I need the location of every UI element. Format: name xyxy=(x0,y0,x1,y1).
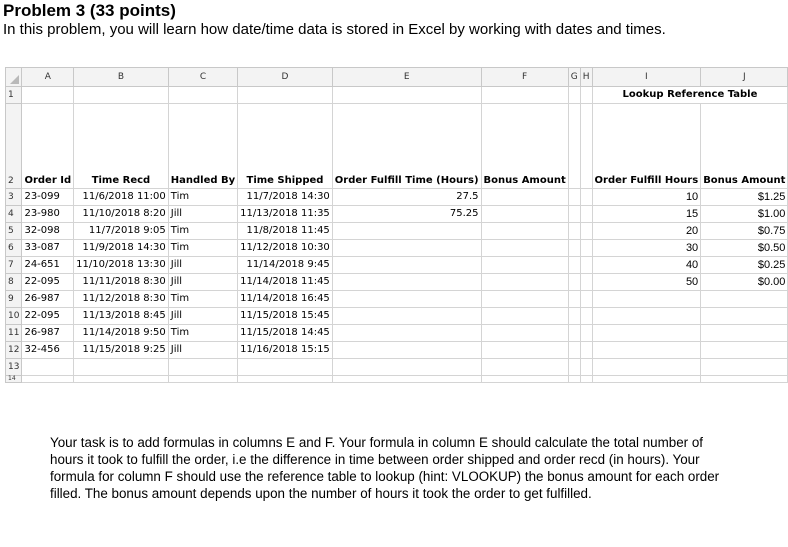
lookup-bonus-cell[interactable]: $0.75 xyxy=(701,223,788,240)
lookup-hours-cell[interactable]: 50 xyxy=(592,274,701,291)
lookup-header-hours[interactable]: Order Fulfill Hours xyxy=(592,104,701,189)
time-shipped-cell[interactable]: 11/14/2018 11:45 xyxy=(238,274,333,291)
cell-j12[interactable] xyxy=(701,342,788,359)
handled-by-cell[interactable]: Tim xyxy=(168,291,237,308)
column-header-j[interactable]: J xyxy=(701,68,788,87)
time-shipped-cell[interactable]: 11/13/2018 11:35 xyxy=(238,206,333,223)
table-row xyxy=(6,342,788,359)
cell-g14[interactable] xyxy=(568,376,580,383)
row-header-3[interactable]: 3 xyxy=(6,189,22,206)
table-row xyxy=(6,257,788,274)
time-recd-cell[interactable]: 11/10/2018 13:30 xyxy=(74,257,169,274)
cell-h10[interactable] xyxy=(580,308,592,325)
lookup-bonus-cell[interactable]: $0.00 xyxy=(701,274,788,291)
order-id-cell[interactable]: 32-098 xyxy=(22,223,74,240)
order-id-cell[interactable]: 22-095 xyxy=(22,274,74,291)
cell-g2[interactable] xyxy=(568,104,580,189)
lookup-bonus-cell[interactable]: $1.25 xyxy=(701,189,788,206)
lookup-hours-cell[interactable]: 30 xyxy=(592,240,701,257)
cell-g6[interactable] xyxy=(568,240,580,257)
table-row xyxy=(6,359,788,376)
cell-g12[interactable] xyxy=(568,342,580,359)
cell-e13[interactable] xyxy=(332,359,481,376)
cell-c13[interactable] xyxy=(168,359,237,376)
fulfill-hours-cell[interactable] xyxy=(332,308,481,325)
lookup-bonus-cell[interactable]: $1.00 xyxy=(701,206,788,223)
row-header-13[interactable]: 13 xyxy=(6,359,22,376)
time-shipped-cell[interactable]: 11/14/2018 9:45 xyxy=(238,257,333,274)
table-row xyxy=(6,274,788,291)
time-shipped-cell[interactable]: 11/15/2018 15:45 xyxy=(238,308,333,325)
cell-f1[interactable] xyxy=(481,87,568,104)
row-header-11[interactable]: 11 xyxy=(6,325,22,342)
bonus-amount-cell[interactable] xyxy=(481,291,568,308)
cell-a14[interactable] xyxy=(22,376,74,383)
column-header-a[interactable]: A xyxy=(22,68,74,87)
row-header-6[interactable]: 6 xyxy=(6,240,22,257)
cell-g7[interactable] xyxy=(568,257,580,274)
cell-d1[interactable] xyxy=(238,87,333,104)
problem-intro: In this problem, you will learn how date/time data is stored in Excel by working with dates and times. xyxy=(3,21,666,38)
table-row xyxy=(6,189,788,206)
cell-h13[interactable] xyxy=(580,359,592,376)
handled-by-cell[interactable]: Jill xyxy=(168,274,237,291)
bonus-amount-cell[interactable] xyxy=(481,223,568,240)
column-header-d[interactable]: D xyxy=(238,68,333,87)
time-shipped-cell[interactable]: 11/16/2018 15:15 xyxy=(238,342,333,359)
lookup-table-title[interactable]: Lookup Reference Table xyxy=(592,87,788,104)
cell-g9[interactable] xyxy=(568,291,580,308)
task-instructions: Your task is to add formulas in columns E and F. Your formula in column E should calculate the total number of hours it took to fulfill the order, i.e the difference in time between order shipped and order recd (in hours). Your formula for column F should use the reference table to lookup (hint: VLOOKUP) the bonus amount for each order filled. The bonus amount depends upon the number of hours it took the order to get fulfilled. xyxy=(50,435,720,501)
cell-e1[interactable] xyxy=(332,87,481,104)
table-row xyxy=(6,376,788,383)
header-time-recd[interactable]: Time Recd xyxy=(74,104,169,189)
cell-i13[interactable] xyxy=(592,359,701,376)
lookup-hours-cell[interactable]: 40 xyxy=(592,257,701,274)
order-id-cell[interactable]: 23-980 xyxy=(22,206,74,223)
cell-g1[interactable] xyxy=(568,87,580,104)
order-id-cell[interactable]: 26-987 xyxy=(22,291,74,308)
time-recd-cell[interactable]: 11/6/2018 11:00 xyxy=(74,189,169,206)
handled-by-cell[interactable]: Jill xyxy=(168,206,237,223)
cell-g4[interactable] xyxy=(568,206,580,223)
order-id-cell[interactable]: 22-095 xyxy=(22,308,74,325)
cell-h7[interactable] xyxy=(580,257,592,274)
header-order-fulfill-time[interactable]: Order Fulfill Time (Hours) xyxy=(332,104,481,189)
cell-b1[interactable] xyxy=(74,87,169,104)
cell-h4[interactable] xyxy=(580,206,592,223)
time-recd-cell[interactable]: 11/12/2018 8:30 xyxy=(74,291,169,308)
cell-j9[interactable] xyxy=(701,291,788,308)
lookup-header-bonus[interactable]: Bonus Amount xyxy=(701,104,788,189)
time-shipped-cell[interactable]: 11/15/2018 14:45 xyxy=(238,325,333,342)
cell-e14[interactable] xyxy=(332,376,481,383)
column-header-b[interactable]: B xyxy=(74,68,169,87)
cell-j13[interactable] xyxy=(701,359,788,376)
row-header-9[interactable]: 9 xyxy=(6,291,22,308)
cell-g8[interactable] xyxy=(568,274,580,291)
cell-h11[interactable] xyxy=(580,325,592,342)
table-row xyxy=(6,325,788,342)
column-header-h[interactable]: H xyxy=(580,68,592,87)
order-id-cell[interactable]: 24-651 xyxy=(22,257,74,274)
cell-j14[interactable] xyxy=(701,376,788,383)
fulfill-hours-cell[interactable] xyxy=(332,342,481,359)
cell-a1[interactable] xyxy=(22,87,74,104)
row-header-5[interactable]: 5 xyxy=(6,223,22,240)
fulfill-hours-cell[interactable]: 75.25 xyxy=(332,206,481,223)
fulfill-hours-cell[interactable] xyxy=(332,274,481,291)
time-recd-cell[interactable]: 11/14/2018 9:50 xyxy=(74,325,169,342)
problem-title: Problem 3 (33 points) xyxy=(3,1,176,20)
bonus-amount-cell[interactable] xyxy=(481,189,568,206)
time-recd-cell[interactable]: 11/7/2018 9:05 xyxy=(74,223,169,240)
cell-h14[interactable] xyxy=(580,376,592,383)
time-shipped-cell[interactable]: 11/7/2018 14:30 xyxy=(238,189,333,206)
row-header-14[interactable]: 14 xyxy=(6,376,22,383)
cell-a13[interactable] xyxy=(22,359,74,376)
fulfill-hours-cell[interactable] xyxy=(332,223,481,240)
lookup-bonus-cell[interactable]: $0.25 xyxy=(701,257,788,274)
bonus-amount-cell[interactable] xyxy=(481,308,568,325)
cell-c1[interactable] xyxy=(168,87,237,104)
cell-i9[interactable] xyxy=(592,291,701,308)
column-header-g[interactable]: G xyxy=(568,68,580,87)
cell-f14[interactable] xyxy=(481,376,568,383)
handled-by-cell[interactable]: Tim xyxy=(168,325,237,342)
handled-by-cell[interactable]: Jill xyxy=(168,257,237,274)
time-shipped-cell[interactable]: 11/8/2018 11:45 xyxy=(238,223,333,240)
header-order-id[interactable]: Order Id xyxy=(22,104,74,189)
fulfill-hours-cell[interactable]: 27.5 xyxy=(332,189,481,206)
handled-by-cell[interactable]: Tim xyxy=(168,223,237,240)
cell-j10[interactable] xyxy=(701,308,788,325)
cell-h9[interactable] xyxy=(580,291,592,308)
lookup-hours-cell[interactable]: 20 xyxy=(592,223,701,240)
bonus-amount-cell[interactable] xyxy=(481,206,568,223)
row-header-2[interactable]: 2 xyxy=(6,104,22,189)
row-header-7[interactable]: 7 xyxy=(6,257,22,274)
order-id-cell[interactable]: 23-099 xyxy=(22,189,74,206)
cell-h3[interactable] xyxy=(580,189,592,206)
spreadsheet-grid xyxy=(5,67,788,383)
cell-c14[interactable] xyxy=(168,376,237,383)
bonus-amount-cell[interactable] xyxy=(481,257,568,274)
cell-b14[interactable] xyxy=(74,376,169,383)
table-row xyxy=(6,206,788,223)
cell-b13[interactable] xyxy=(74,359,169,376)
bonus-amount-cell[interactable] xyxy=(481,342,568,359)
time-shipped-cell[interactable]: 11/14/2018 16:45 xyxy=(238,291,333,308)
bonus-amount-cell[interactable] xyxy=(481,240,568,257)
row-header-12[interactable]: 12 xyxy=(6,342,22,359)
lookup-hours-cell[interactable]: 15 xyxy=(592,206,701,223)
cell-d13[interactable] xyxy=(238,359,333,376)
time-recd-cell[interactable]: 11/13/2018 8:45 xyxy=(74,308,169,325)
cell-g13[interactable] xyxy=(568,359,580,376)
column-header-i[interactable]: I xyxy=(592,68,701,87)
row-header-10[interactable]: 10 xyxy=(6,308,22,325)
lookup-bonus-cell[interactable]: $0.50 xyxy=(701,240,788,257)
time-recd-cell[interactable]: 11/11/2018 8:30 xyxy=(74,274,169,291)
header-time-shipped[interactable]: Time Shipped xyxy=(238,104,333,189)
header-handled-by[interactable]: Handled By xyxy=(168,104,237,189)
handled-by-cell[interactable]: Tim xyxy=(168,240,237,257)
cell-h1[interactable] xyxy=(580,87,592,104)
cell-f13[interactable] xyxy=(481,359,568,376)
cell-i10[interactable] xyxy=(592,308,701,325)
cell-i11[interactable] xyxy=(592,325,701,342)
time-recd-cell[interactable]: 11/15/2018 9:25 xyxy=(74,342,169,359)
cell-h2[interactable] xyxy=(580,104,592,189)
cell-g5[interactable] xyxy=(568,223,580,240)
row-header-1[interactable]: 1 xyxy=(6,87,22,104)
table-row xyxy=(6,240,788,257)
time-recd-cell[interactable]: 11/10/2018 8:20 xyxy=(74,206,169,223)
cell-h5[interactable] xyxy=(580,223,592,240)
cell-i14[interactable] xyxy=(592,376,701,383)
column-header-f[interactable]: F xyxy=(481,68,568,87)
row-header-8[interactable]: 8 xyxy=(6,274,22,291)
order-id-cell[interactable]: 33-087 xyxy=(22,240,74,257)
header-bonus-amount[interactable]: Bonus Amount xyxy=(481,104,568,189)
bonus-amount-cell[interactable] xyxy=(481,325,568,342)
time-shipped-cell[interactable]: 11/12/2018 10:30 xyxy=(238,240,333,257)
cell-g3[interactable] xyxy=(568,189,580,206)
column-header-c[interactable]: C xyxy=(168,68,237,87)
table-row xyxy=(6,223,788,240)
cell-h6[interactable] xyxy=(580,240,592,257)
cell-d14[interactable] xyxy=(238,376,333,383)
handled-by-cell[interactable]: Jill xyxy=(168,342,237,359)
spreadsheet xyxy=(5,67,788,383)
cell-g10[interactable] xyxy=(568,308,580,325)
row-header-4[interactable]: 4 xyxy=(6,206,22,223)
fulfill-hours-cell[interactable] xyxy=(332,325,481,342)
table-row xyxy=(6,291,788,308)
cell-j11[interactable] xyxy=(701,325,788,342)
column-header-e[interactable]: E xyxy=(332,68,481,87)
fulfill-hours-cell[interactable] xyxy=(332,257,481,274)
order-id-cell[interactable]: 32-456 xyxy=(22,342,74,359)
fulfill-hours-cell[interactable] xyxy=(332,240,481,257)
table-row xyxy=(6,308,788,325)
fulfill-hours-cell[interactable] xyxy=(332,291,481,308)
select-all-corner[interactable] xyxy=(6,68,22,87)
handled-by-cell[interactable]: Tim xyxy=(168,189,237,206)
cell-h12[interactable] xyxy=(580,342,592,359)
order-id-cell[interactable]: 26-987 xyxy=(22,325,74,342)
lookup-hours-cell[interactable]: 10 xyxy=(592,189,701,206)
handled-by-cell[interactable]: Jill xyxy=(168,308,237,325)
cell-g11[interactable] xyxy=(568,325,580,342)
bonus-amount-cell[interactable] xyxy=(481,274,568,291)
cell-h8[interactable] xyxy=(580,274,592,291)
cell-i12[interactable] xyxy=(592,342,701,359)
time-recd-cell[interactable]: 11/9/2018 14:30 xyxy=(74,240,169,257)
